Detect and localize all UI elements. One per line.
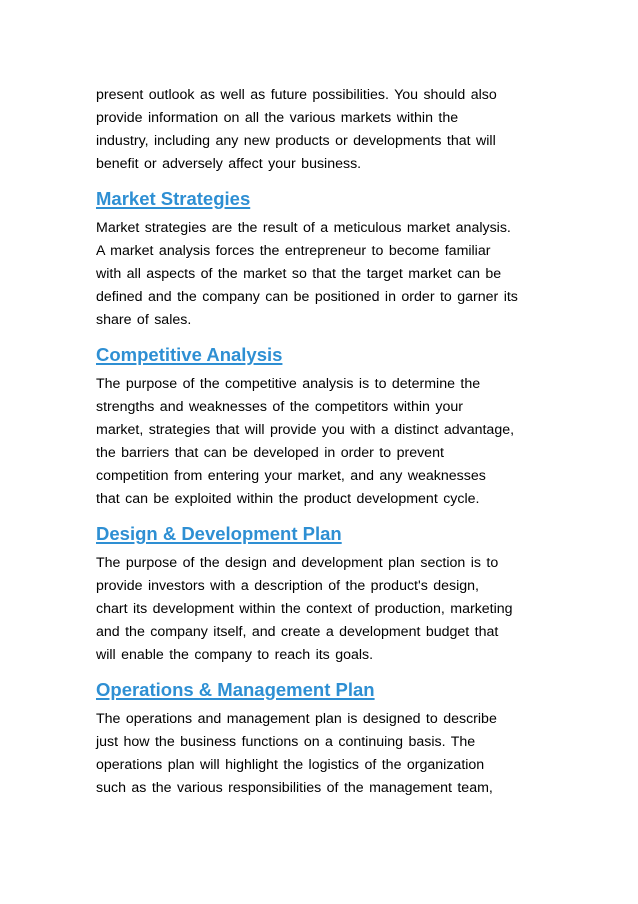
- text-line: defined and the company can be positioned in order to garner its: [96, 289, 518, 305]
- text-line: market, strategies that will provide you with a distinct advantage,: [96, 422, 515, 438]
- text-line: and the company itself, and create a development budget that: [96, 624, 499, 640]
- text-line: The purpose of the competitive analysis is to determine the: [96, 376, 481, 392]
- text-line: industry, including any new products or developments that will: [96, 133, 496, 149]
- section-market-strategies: [96, 183, 556, 332]
- text-line: chart its development within the context of production, marketing: [96, 601, 513, 617]
- text-line: competition from entering your market, and any weaknesses: [96, 468, 486, 484]
- text-line: benefit or adversely affect your business.: [96, 156, 362, 172]
- text-line: will enable the company to reach its goals.: [96, 647, 374, 663]
- section-operations-management-plan: [96, 674, 556, 800]
- section-competitive-analysis: [96, 339, 556, 511]
- section-heading: Operations & Management Plan: [96, 679, 375, 700]
- text-line: The purpose of the design and development plan section is to: [96, 555, 499, 571]
- text-line: share of sales.: [96, 312, 192, 328]
- text-line: that can be exploited within the product development cycle.: [96, 491, 480, 507]
- text-line: provide investors with a description of the product's design,: [96, 578, 479, 594]
- section-design-development-plan: [96, 518, 556, 667]
- intro-paragraph: [96, 84, 556, 176]
- text-line: just how the business functions on a continuing basis. The: [96, 734, 476, 750]
- text-line: with all aspects of the market so that the target market can be: [96, 266, 502, 282]
- text-line: operations plan will highlight the logistics of the organization: [96, 757, 485, 773]
- section-heading: Market Strategies: [96, 188, 251, 209]
- document-page: [96, 84, 556, 800]
- section-heading: Competitive Analysis: [96, 344, 283, 365]
- text-line: provide information on all the various markets within the: [96, 110, 459, 126]
- section-heading: Design & Development Plan: [96, 523, 342, 544]
- text-line: such as the various responsibilities of the management team,: [96, 780, 493, 796]
- text-line: the barriers that can be developed in order to prevent: [96, 445, 444, 461]
- text-line: present outlook as well as future possibilities. You should also: [96, 87, 497, 103]
- text-line: The operations and management plan is designed to describe: [96, 711, 497, 727]
- text-line: A market analysis forces the entrepreneur to become familiar: [96, 243, 491, 259]
- text-line: Market strategies are the result of a meticulous market analysis.: [96, 220, 511, 236]
- text-line: strengths and weaknesses of the competitors within your: [96, 399, 463, 415]
